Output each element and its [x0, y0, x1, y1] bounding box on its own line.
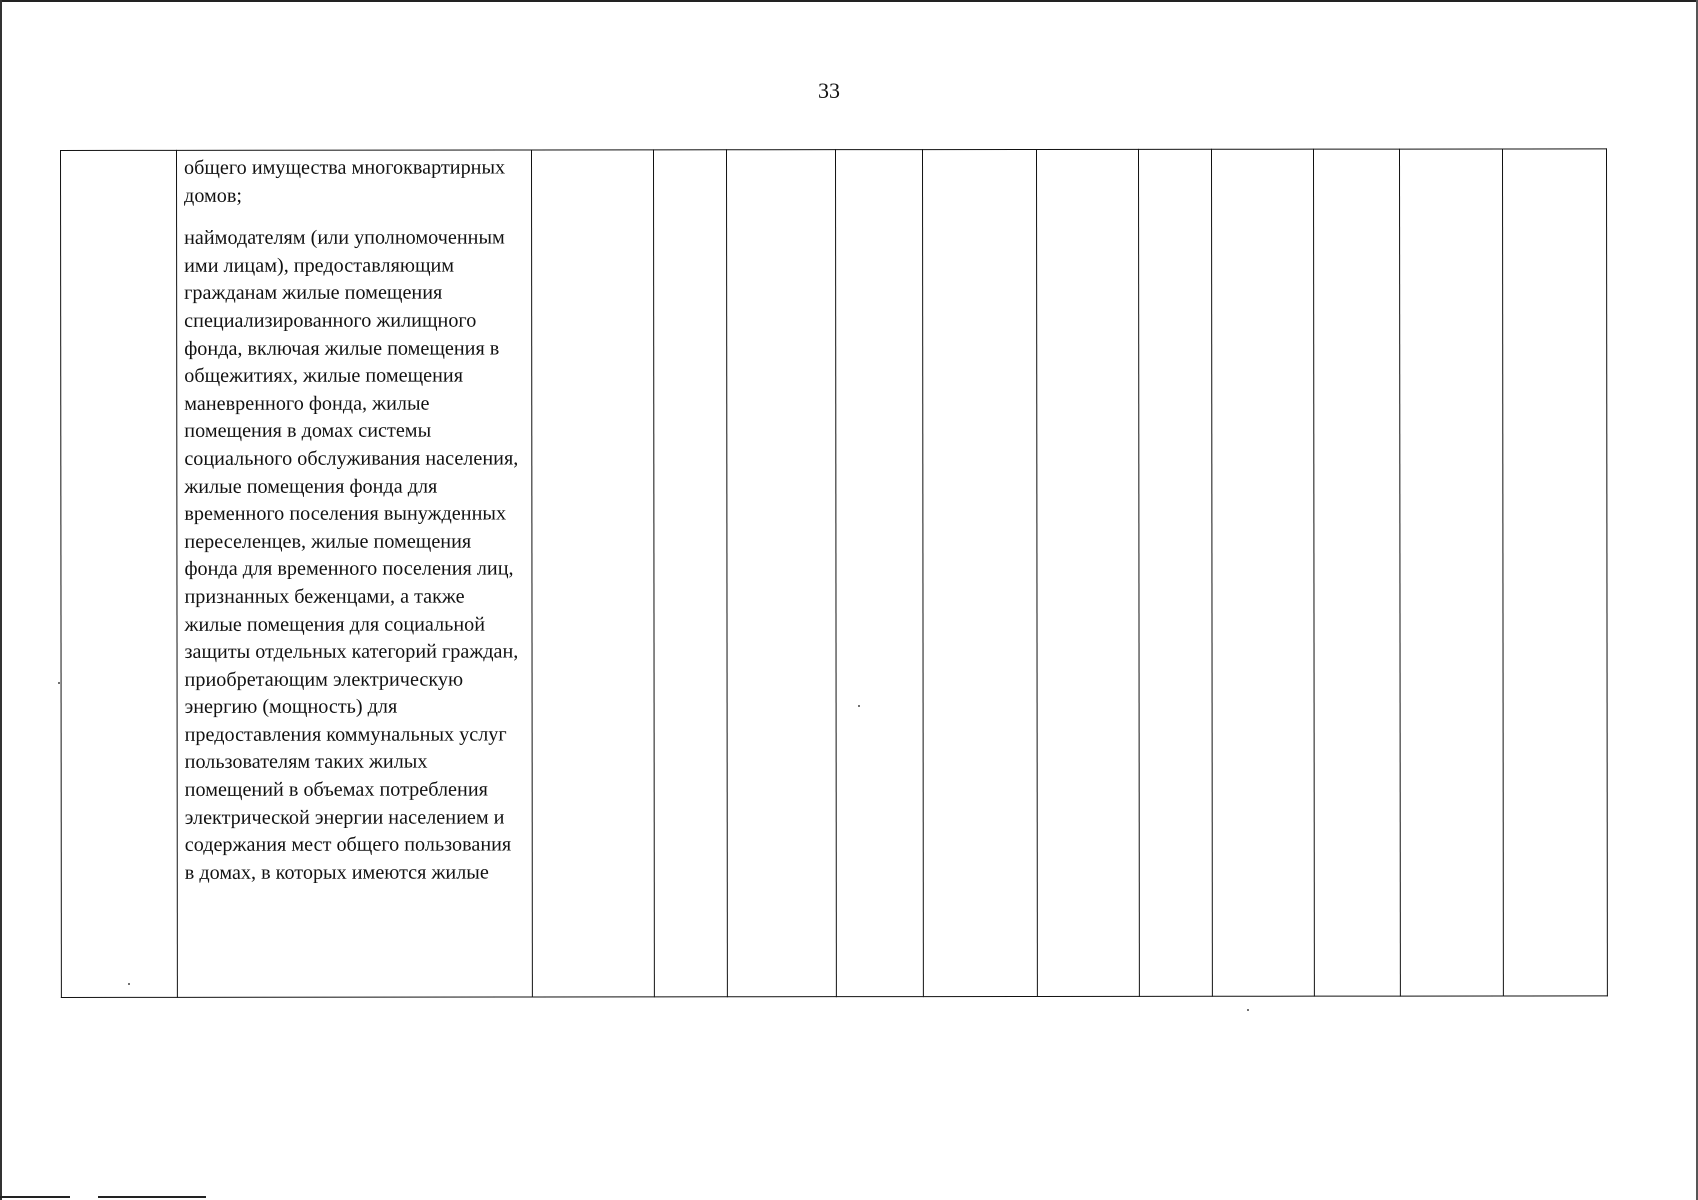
table-cell-number	[61, 150, 178, 997]
table-row	[61, 149, 1608, 998]
page-number: 33	[818, 78, 840, 103]
table-cell	[1313, 149, 1400, 996]
table-cell-description	[177, 150, 533, 997]
scan-edge-top	[0, 0, 1698, 2]
scan-speck	[128, 983, 130, 985]
table-cell	[836, 150, 924, 997]
scan-speck	[58, 682, 60, 684]
scan-bottom-mark	[98, 1196, 206, 1198]
description-paragraph-1: общего имущества многоквартирных домов;	[184, 156, 506, 207]
table-cell	[1037, 149, 1140, 996]
table-cell	[727, 150, 837, 997]
table-cell	[923, 149, 1038, 996]
table-cell	[1138, 149, 1212, 996]
description-paragraph-2: наймодателям (или уполномоченным ими лицам), предоставляющим гражданам жилые помещения специализированного жилищного фонда, включая жилые помещения в общежитиях, жилые помещения маневренного фонда, жилые помещения в домах системы социального обслуживания населения, жилые помещения фонда для временного поселения вынужденных переселенцев, жилые помещения фонда для временного поселения лиц, признанных беженцами, а также жилые помещения для социальной защиты отдельных категорий граждан, приобретающим электрическую энергию (мощность) для предоставления коммунальных услуг пользователям таких жилых помещений в объемах потребления электрической энергии населением и содержания мест общего пользования в домах, в которых имеются жилые	[184, 226, 519, 884]
scan-speck	[1247, 1009, 1249, 1011]
table-cell	[1211, 149, 1314, 996]
table-cell	[1502, 149, 1607, 996]
scan-bottom-mark	[0, 1196, 70, 1198]
table-cell	[1399, 149, 1503, 996]
continuation-table	[60, 148, 1608, 998]
table-cell	[654, 150, 728, 997]
scan-edge-left	[0, 0, 2, 1200]
scan-speck	[858, 705, 860, 707]
table-cell	[532, 150, 655, 997]
